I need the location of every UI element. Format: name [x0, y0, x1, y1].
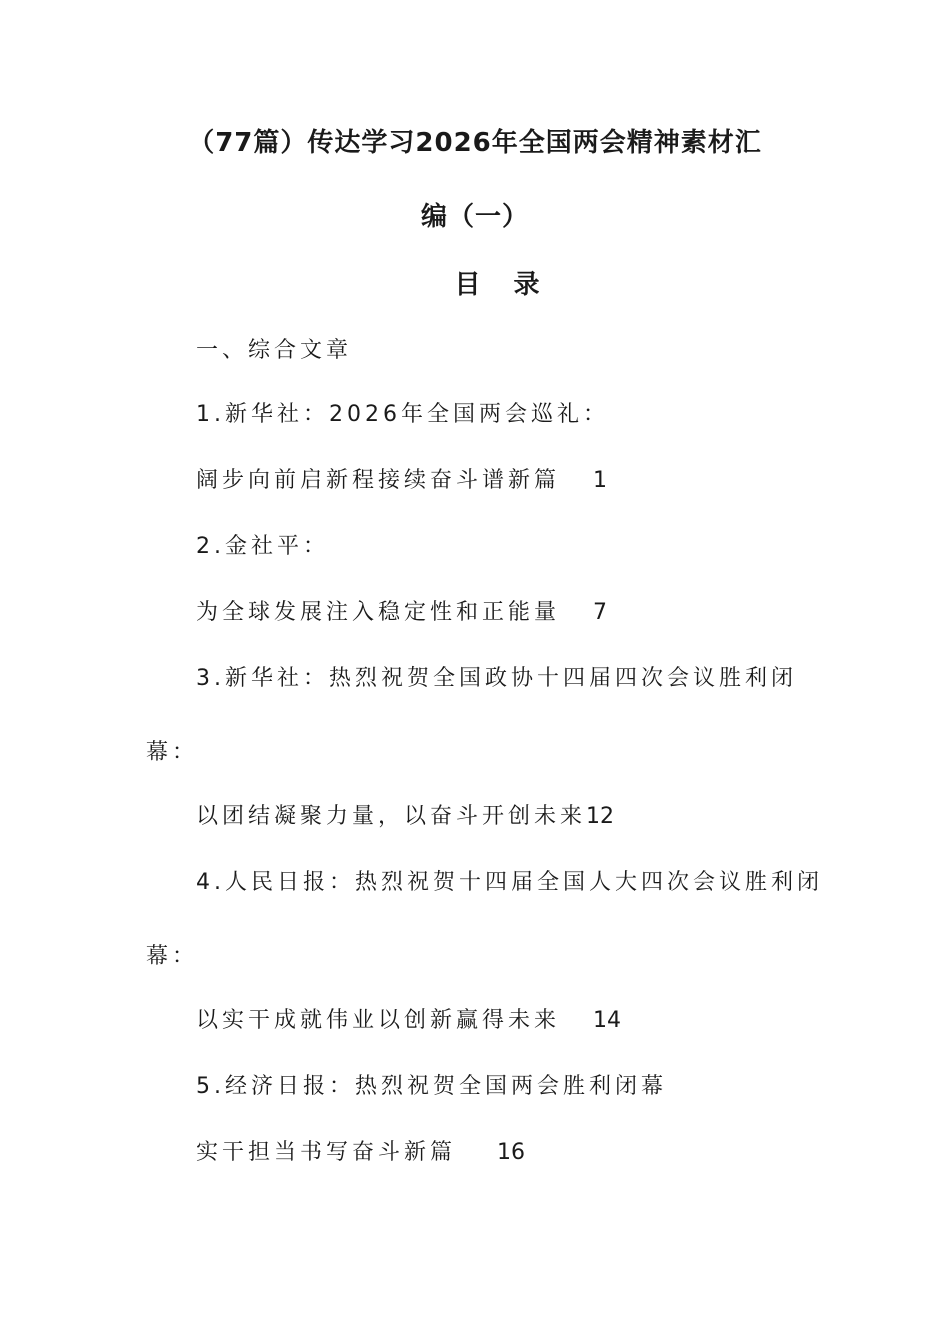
toc-entry-4-title: 4.人民日报：热烈祝贺十四届全国人大四次会议胜利闭: [196, 870, 823, 895]
document-title-line1: （77篇）传达学习2026年全国两会精神素材汇: [188, 128, 762, 158]
toc-entry-1-subtitle-text: 阔步向前启新程接续奋斗谱新篇: [196, 468, 561, 493]
toc-section-heading: 一、综合文章: [196, 338, 353, 363]
toc-entry-4-page: 14: [593, 1008, 622, 1033]
toc-entry-2-title: 2.金社平：: [196, 534, 329, 559]
toc-entry-5-title: 5.经济日报：热烈祝贺全国两会胜利闭幕: [196, 1074, 667, 1099]
toc-entry-2-subtitle-text: 为全球发展注入稳定性和正能量: [196, 600, 561, 625]
document-title-line2: 编（一）: [420, 202, 529, 232]
toc-entry-3-title: 3.新华社：热烈祝贺全国政协十四届四次会议胜利闭: [196, 666, 797, 691]
toc-entry-2-subtitle: [196, 598, 607, 628]
toc-entry-5-page: 16: [497, 1140, 526, 1165]
toc-entry-1-subtitle: [196, 466, 607, 496]
toc-entry-3-page: 12: [586, 804, 615, 829]
toc-entry-4-subtitle-text: 以实干成就伟业以创新赢得未来: [196, 1008, 561, 1033]
toc-entry-5-subtitle: [196, 1138, 525, 1168]
toc-entry-1-title: 1.新华社：2026年全国两会巡礼：: [196, 402, 609, 427]
toc-entry-4-title-cont: 幕：: [146, 944, 199, 969]
toc-entry-5-subtitle-text: 实干担当书写奋斗新篇: [196, 1140, 457, 1165]
toc-entry-3-subtitle-text: 以团结凝聚力量，以奋斗开创未来: [196, 804, 587, 829]
toc-entry-3-title-cont: 幕：: [146, 740, 199, 765]
toc-entry-2-page: 7: [593, 600, 608, 625]
toc-entry-4-subtitle: [196, 1006, 621, 1036]
toc-heading: 目 录: [454, 270, 552, 300]
toc-entry-1-page: 1: [593, 468, 608, 493]
toc-entry-3-subtitle: [196, 802, 614, 832]
